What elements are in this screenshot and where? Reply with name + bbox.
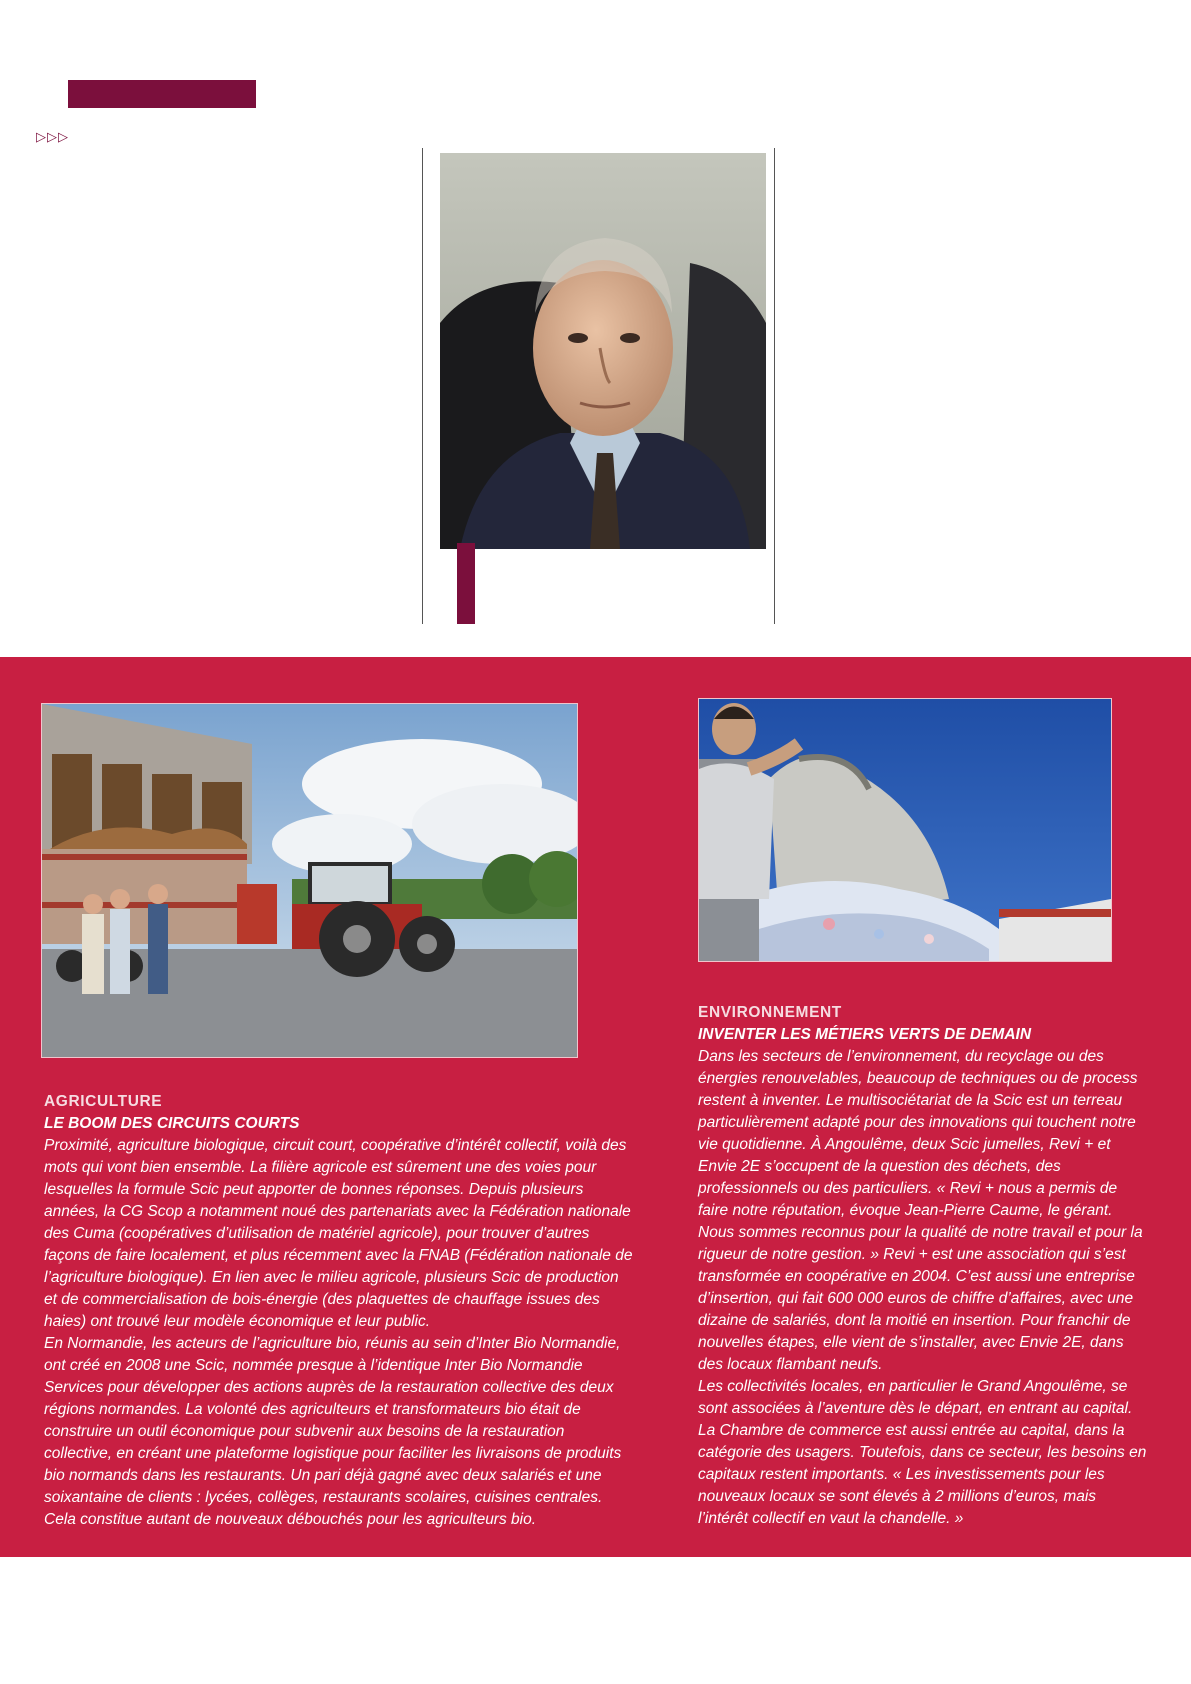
environment-heading: ENVIRONNEMENT [698,1004,842,1021]
continuation-arrows: ▷▷▷ [36,130,69,145]
portrait-caption-bar [457,543,475,624]
environment-paragraph: Dans les secteurs de l’environnement, du recyclage ou des énergies renouvelables, beaucoup de techniques ou de process restent à inventer. Le multisociétariat de la Scic est un terreau particulièrement adapté pour des innovations qui touchent notre vie quotidienne. À Angoulême, deux Scic jumelles, Revi + et Envie 2E s’occupent de la question des déchets, des professionnels ou des particuliers. « Revi + nous a permis de faire notre réputation, évoque Jean-Pierre Caume, le gérant. Nous sommes reconnus pour la qualité de notre travail et pour la rigueur de notre gestion. » Revi + est une association qui s’est transformée en coopérative en 2004. C’est aussi une entreprise d’insertion, qui fait 600 000 euros de chiffre d’affaires, avec une dizaine de salariés, dont la moitié en insertion. Pour franchir de nouvelles étapes, elle vient de s’installer, avec Envie 2E, dans des locaux flambant neufs. [698,1048,1143,1373]
environment-article [698,1002,1148,1530]
environment-paragraph: Les collectivités locales, en particulier le Grand Angoulême, se sont associées à l’aventure dès le départ, en entrant au capital. La Chambre de commerce est aussi entrée au capital, dans la catégorie des usagers. Toutefois, dans ce secteur, les besoins en capitaux restent importants. « Les investissements pour les nouveaux locaux se sont élevés à 2 millions d’euros, mais l’intérêt collectif en vaut la chandelle. » [698,1378,1147,1527]
environment-recycling-photo [698,698,1112,962]
environment-subtitle: INVENTER LES MÉTIERS VERTS DE DEMAIN [698,1026,1032,1043]
agriculture-subtitle: LE BOOM DES CIRCUITS COURTS [44,1115,300,1132]
agriculture-paragraph: Proximité, agriculture biologique, circuit court, coopérative d’intérêt collectif, voilà des mots qui vont bien ensemble. La filière agricole est sûrement une des voies pour lesquelles la formule Scic peut apporter de bonnes réponses. Depuis plusieurs années, la CG Scop a notamment noué des partenariats avec la Fédération nationale des Cuma (coopératives d’utilisation de matériel agricole), pour trouver d’autres façons de faire localement, et plus récemment avec la FNAB (Fédération nationale de l’agriculture biologique). En lien avec le milieu agricole, plusieurs Scic de production et de commercialisation de bois-énergie (des plaquettes de chauffage issues des haies) ont trouvé leur modèle économique et leur public. [44,1137,633,1330]
agriculture-body [44,1135,634,1531]
environment-body [698,1046,1148,1530]
agriculture-paragraph: En Normandie, les acteurs de l’agriculture bio, réunis au sein d’Inter Bio Normandie, ont créé en 2008 une Scic, nommée presque à l’identique Inter Bio Normandie Services pour développer des actions auprès de la restauration collective des deux régions normandes. La volonté des agriculteurs et transformateurs bio était de construire un outil économique pour subvenir aux besoins de la restauration collective, en créant une plateforme logistique pour faciliter les livraisons de produits bio normands dans les restaurants. Un pari déjà gagné avec deux salariés et une soixantaine de clients : lycées, collèges, restaurants scolaires, cuisines centrales. Cela constitue autant de nouveaux débouchés pour les agriculteurs bio. [44,1335,622,1528]
agriculture-heading: AGRICULTURE [44,1093,163,1110]
agriculture-article [44,1091,634,1531]
right-column-rule [774,148,775,624]
agriculture-tractor-photo [41,703,578,1058]
portrait-photo [440,153,766,549]
section-tag-bar [68,80,256,108]
left-column-rule [422,148,423,624]
